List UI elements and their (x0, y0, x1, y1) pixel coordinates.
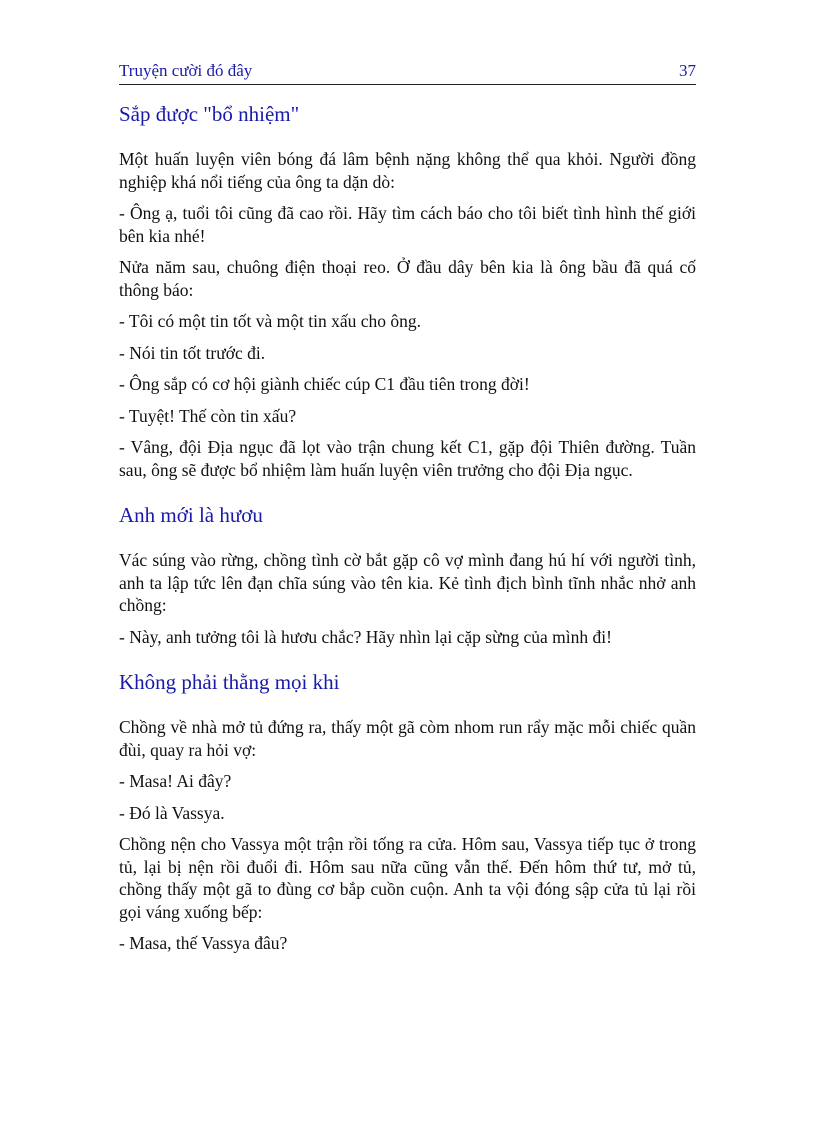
paragraph: - Vâng, đội Địa ngục đã lọt vào trận chung kết C1, gặp đội Thiên đường. Tuần sau, ông sẽ được bổ nhiệm làm huấn luyện viên trưởng cho đội Địa ngục. (119, 437, 696, 480)
paragraph: Vác súng vào rừng, chồng tình cờ bắt gặp cô vợ mình đang hú hí với người tình, anh ta lập tức lên đạn chĩa súng vào tên kia. Kẻ tình địch bình tĩnh nhắc nhở anh chồng: (119, 550, 696, 615)
paragraph: Chồng nện cho Vassya một trận rồi tống ra cửa. Hôm sau, Vassya tiếp tục ở trong tủ, lại bị nện rồi đuổi đi. Hôm sau nữa cũng vẫn thế. Đến hôm thứ tư, mở tủ, chồng thấy một gã to đùng cơ bắp cuồn cuộn. Anh ta vội đóng sập cửa tủ lại rồi gọi váng xuống bếp: (119, 834, 696, 922)
story-1 (119, 100, 696, 481)
paragraph: Một huấn luyện viên bóng đá lâm bệnh nặng không thể qua khỏi. Người đồng nghiệp khá nổi tiếng của ông ta dặn dò: (119, 149, 696, 192)
story-body (119, 148, 696, 481)
paragraph: Nửa năm sau, chuông điện thoại reo. Ở đầu dây bên kia là ông bầu đã quá cố thông báo: (119, 257, 696, 300)
paragraph: - Ông sắp có cơ hội giành chiếc cúp C1 đầu tiên trong đời! (119, 374, 530, 394)
story-body (119, 716, 696, 955)
story-title: Sắp được "bổ nhiệm" (119, 102, 300, 126)
story-body (119, 549, 696, 648)
book-title: Truyện cười đó đây (119, 61, 253, 80)
paragraph: - Masa, thế Vassya đâu? (119, 933, 288, 953)
page-header (119, 60, 696, 85)
paragraph: - Này, anh tưởng tôi là hươu chắc? Hãy nhìn lại cặp sừng của mình đi! (119, 626, 612, 647)
paragraph: - Đó là Vassya. (119, 802, 225, 823)
page-number: 37 (679, 61, 696, 80)
story-2 (119, 501, 696, 648)
page-content (119, 100, 696, 964)
paragraph: - Masa! Ai đây? (119, 771, 232, 791)
paragraph: - Nói tin tốt trước đi. (119, 342, 266, 363)
story-title: Anh mới là hươu (119, 503, 263, 527)
paragraph: - Ông ạ, tuổi tôi cũng đã cao rồi. Hãy tìm cách báo cho tôi biết tình hình thế giới bên kia nhé! (119, 203, 696, 246)
paragraph: - Tuyệt! Thế còn tin xấu? (119, 405, 297, 426)
story-3 (119, 668, 696, 955)
paragraph: - Tôi có một tin tốt và một tin xấu cho ông. (119, 311, 422, 331)
paragraph: Chồng về nhà mở tủ đứng ra, thấy một gã còm nhom run rẩy mặc mỗi chiếc quần đùi, quay ra hỏi vợ: (119, 717, 696, 760)
story-title: Không phải thằng mọi khi (119, 670, 340, 694)
